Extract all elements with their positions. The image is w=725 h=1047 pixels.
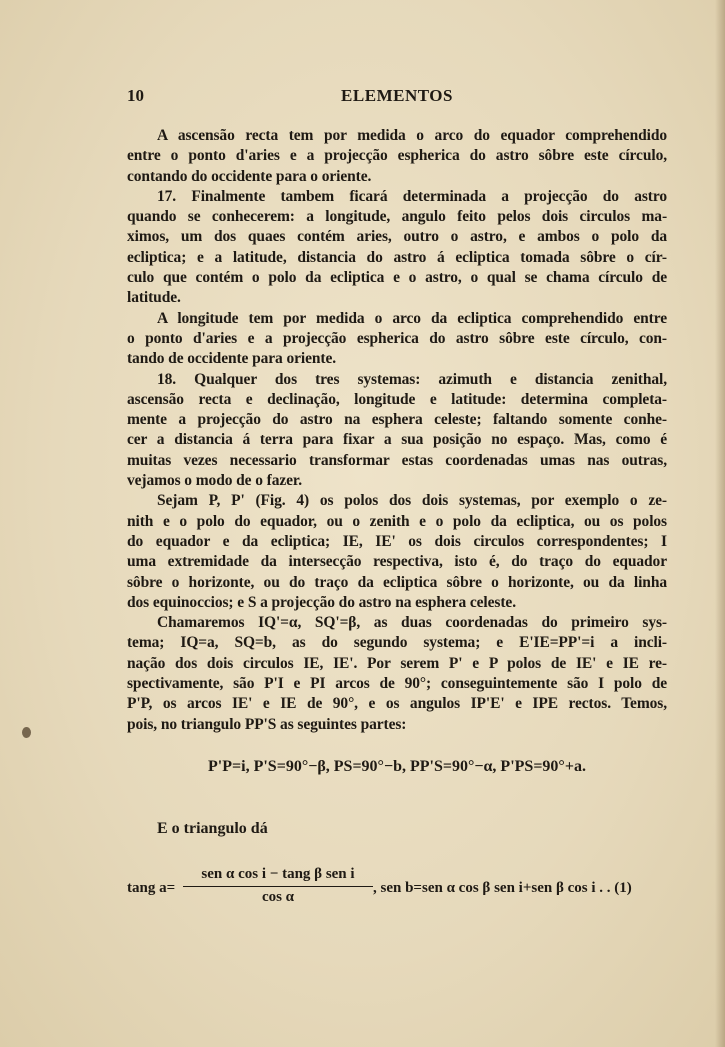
text-line: muitas vezes necessario transformar estas coordenadas umas nas outras, <box>127 451 667 469</box>
text-line: nação dos dois circulos IE, IE'. Por serem P' e P polos de IE' e IE re- <box>127 654 667 672</box>
text-line: latitude. <box>127 289 181 307</box>
triangle-intro-text: E o triangulo dá <box>157 820 268 837</box>
text-line: dos equinoccios; e S a projecção do astro na esphera celeste. <box>127 593 516 611</box>
ink-stain <box>22 727 31 738</box>
text-line: ximos, um dos quaes contém aries, outro o astro, e ambos o polo da <box>127 228 667 246</box>
text-line: vejamos o modo de o fazer. <box>127 472 303 490</box>
text-line: spectivamente, são P'I e PI arcos de 90°; conseguintemente são I polo de <box>127 675 667 693</box>
text-line: P'P, os arcos IE' e IE de 90°, e os angulos IP'E' e IPE rectos. Temos, <box>127 695 667 713</box>
text-line: cer a distancia á terra para fixar a sua posição no espaço. Mas, como é <box>127 431 667 449</box>
body-text <box>127 126 667 735</box>
text-line: 18. Qualquer dos tres systemas: azimuth e distancia zenithal, <box>157 370 667 388</box>
formula-lhs: tang a= <box>127 880 176 896</box>
text-line: pois, no triangulo PP'S as seguintes partes: <box>127 715 407 733</box>
text-line: sôbre o horizonte, ou do traço da ecliptica sôbre o horizonte, ou da linha <box>127 573 667 591</box>
text-line: tema; IQ=a, SQ=b, as do segundo systema; e E'IE=PP'=i a incli- <box>127 634 667 652</box>
text-line: 17. Finalmente tambem ficará determinada a projecção do astro <box>157 187 667 205</box>
text-line: A ascensão recta tem por medida o arco do equador comprehendido <box>157 127 667 144</box>
text-line: Chamaremos IQ'=α, SQ'=β, as duas coordenadas do primeiro sys- <box>157 614 667 632</box>
formula-fraction <box>183 866 373 906</box>
text-line: tando de occidente para oriente. <box>127 350 337 368</box>
text-line: o ponto d'aries e a projecção espherica do astro sôbre este círculo, con- <box>127 329 667 347</box>
text-line: A longitude tem por medida o arco da ecliptica comprehendido entre <box>157 309 667 327</box>
text-line: culo que contém o polo da ecliptica e o astro, o qual se chama círculo de <box>127 269 667 287</box>
text-line: Sejam P, P' (Fig. 4) os polos dos dois systemas, por exemplo o ze- <box>157 492 667 510</box>
running-title: ELEMENTOS <box>341 86 453 105</box>
formula-denominator: cos α <box>261 889 295 905</box>
formula-1 <box>127 866 672 916</box>
formula-numerator: sen α cos i − tang β sen i <box>201 866 355 882</box>
text-line: quando se conhecerem: a longitude, angulo feito pelos dois circulos ma- <box>127 208 667 226</box>
text-line: entre o ponto d'aries e a projecção espherica do astro sôbre este círculo, <box>127 147 667 165</box>
text-line: contando do occidente para o oriente. <box>127 167 372 185</box>
text-line: mente a projecção do astro na esphera celeste; faltando somente conhe- <box>127 411 667 429</box>
text-line: do equador e da ecliptica; IE, IE' os dois circulos correspondentes; I <box>127 532 667 550</box>
text-line: nith e o polo do equador, ou o zenith e o polo da ecliptica, ou os polos <box>127 512 667 530</box>
running-head <box>127 86 667 110</box>
formula-rhs: , sen b=sen α cos β sen i+sen β cos i . . (1) <box>373 880 632 896</box>
text-line: ascensão recta e declinação, longitude e latitude: determina completa- <box>127 390 667 408</box>
text-line: uma extremidade da intersecção respectiva, isto é, do traço do equador <box>127 553 667 571</box>
text-line: ecliptica; e a latitude, distancia do astro á ecliptica tomada sôbre o cír- <box>127 248 667 266</box>
triangle-parts-equation: P'P=i, P'S=90°−β, PS=90°−b, PP'S=90°−α, P'PS=90°+a. <box>208 758 586 775</box>
page-number: 10 <box>127 86 144 105</box>
